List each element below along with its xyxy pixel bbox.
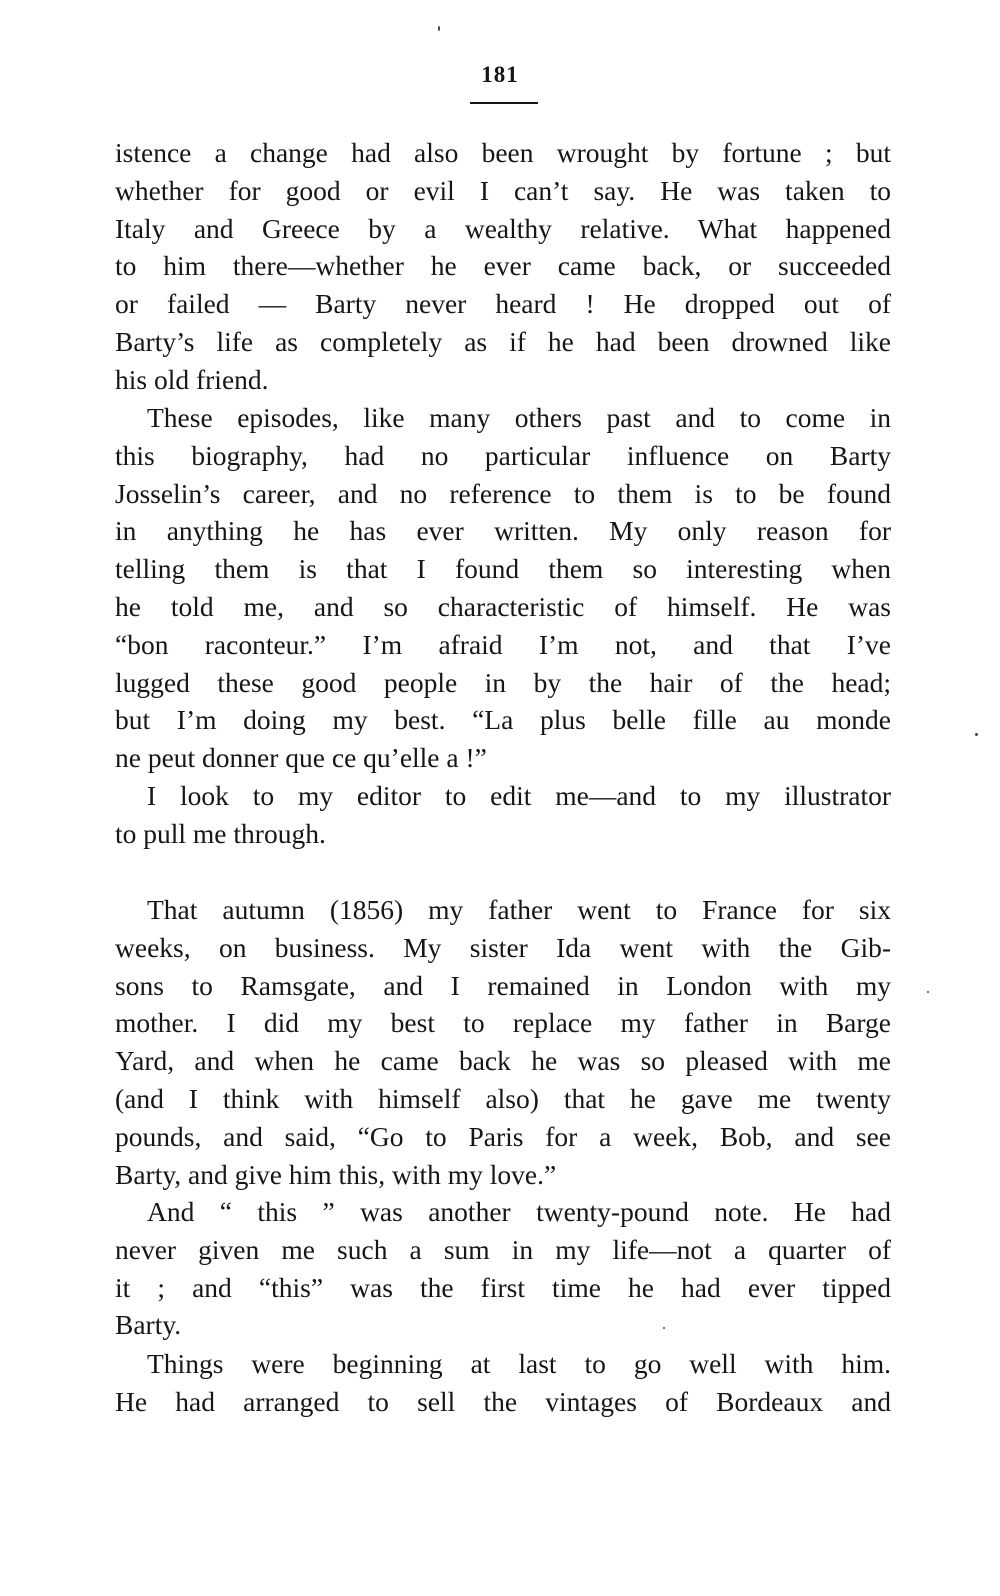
scan-speck xyxy=(975,733,978,736)
text-line: Barty. xyxy=(115,1309,182,1341)
text-line: never given me such a sum in my life—not a quarter of xyxy=(115,1233,891,1265)
text-line: to pull me through. xyxy=(115,817,326,849)
paragraph-1 xyxy=(115,134,891,399)
page-number: 181 xyxy=(481,62,519,87)
text-line: his old friend. xyxy=(115,363,269,395)
text-line: pounds, and said, “Go to Paris for a week, Bob, and see xyxy=(115,1120,891,1152)
text-line: he told me, and so characteristic of himself. He was xyxy=(115,590,891,622)
text-line: And “ this ” was another twenty-pound note. He had xyxy=(147,1196,891,1227)
text-line: this biography, had no particular influence on Barty xyxy=(115,439,891,471)
text-line: weeks, on business. My sister Ida went with the Gib- xyxy=(115,931,891,963)
paragraph-4 xyxy=(115,891,891,1193)
scan-speck xyxy=(663,1327,665,1329)
text-line: or failed — Barty never heard ! He dropped out of xyxy=(115,288,891,320)
text-line: but I’m doing my best. “La plus belle fille au monde xyxy=(115,704,891,736)
text-line: ne peut donner que ce qu’elle a !” xyxy=(115,742,487,774)
header-rule xyxy=(470,102,538,104)
text-line: He had arranged to sell the vintages of Bordeaux and xyxy=(115,1385,891,1417)
text-line: istence a change had also been wrought by fortune ; but xyxy=(115,137,891,168)
paragraph-2 xyxy=(115,399,891,777)
text-line: I look to my editor to edit me—and to my illustrator xyxy=(147,780,891,811)
text-line: Josselin’s career, and no reference to them is to be found xyxy=(115,477,891,509)
text-line: Things were beginning at last to go well with him. xyxy=(147,1348,891,1379)
text-line: lugged these good people in by the hair of the head; xyxy=(115,666,891,698)
text-line: whether for good or evil I can’t say. He was taken to xyxy=(115,174,891,206)
text-line: “bon raconteur.” I’m afraid I’m not, and that I’ve xyxy=(115,628,891,660)
text-line: to him there—whether he ever came back, or succeeded xyxy=(115,250,891,282)
paragraph-3 xyxy=(115,777,891,853)
scan-speck xyxy=(438,26,440,31)
text-line: telling them is that I found them so interesting when xyxy=(115,553,891,585)
text-line: Barty’s life as completely as if he had been drowned like xyxy=(115,325,891,357)
scan-speck xyxy=(927,991,929,993)
text-line: it ; and “this” was the first time he had ever tipped xyxy=(115,1271,891,1303)
text-line: Yard, and when he came back he was so pleased with me xyxy=(115,1045,891,1077)
text-line: in anything he has ever written. My only reason for xyxy=(115,515,891,547)
paragraph-5 xyxy=(115,1193,891,1344)
text-line: (and I think with himself also) that he gave me twenty xyxy=(115,1082,891,1114)
text-line: These episodes, like many others past and to come in xyxy=(147,402,891,433)
paragraph-6 xyxy=(115,1345,891,1421)
text-line: mother. I did my best to replace my father in Barge xyxy=(115,1007,891,1039)
text-line: sons to Ramsgate, and I remained in London with my xyxy=(115,969,891,1001)
text-line: Barty, and give him this, with my love.” xyxy=(115,1158,557,1190)
text-line: That autumn (1856) my father went to France for six xyxy=(147,894,891,925)
text-line: Italy and Greece by a wealthy relative. What happened xyxy=(115,212,891,244)
